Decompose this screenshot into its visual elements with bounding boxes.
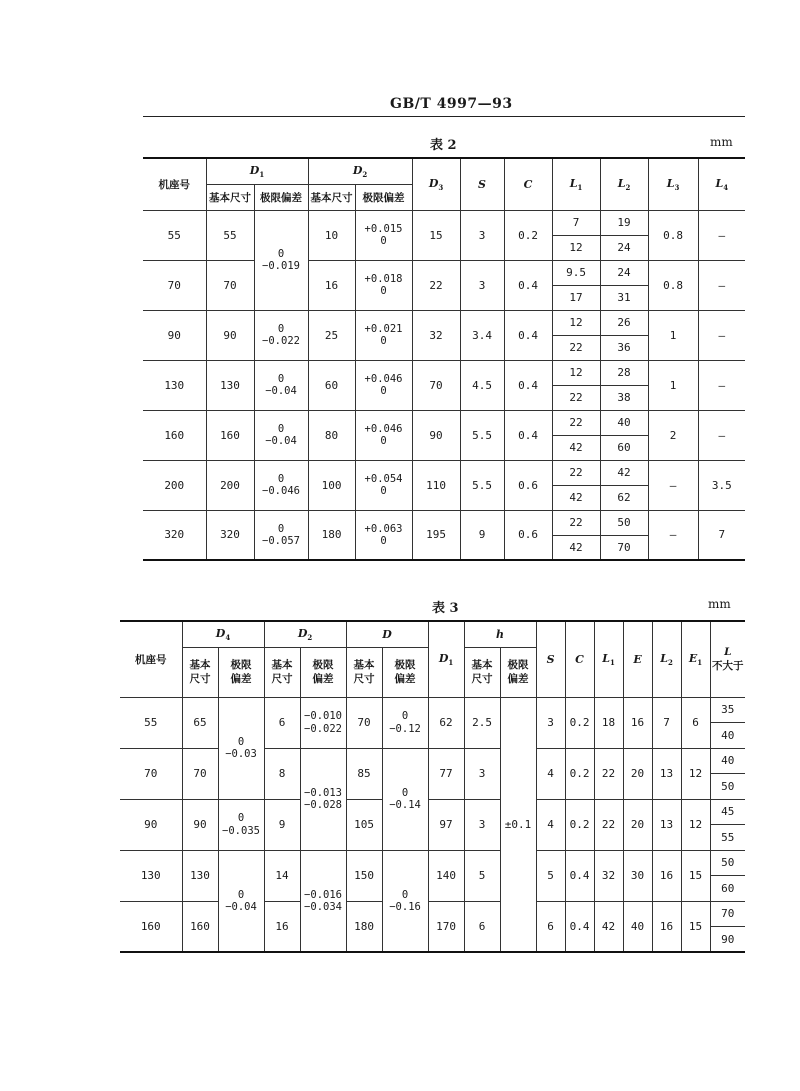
t2-cell-d1-tol: 0 −0.019 [254,210,308,310]
t3-cell-h: 3 [464,748,500,799]
t2-cell-l3: — [648,460,698,510]
t3-cell-d-tol: 0 −0.16 [382,850,428,952]
t3-cell-frame: 160 [120,901,182,952]
t2-cell-l2: 38 [600,385,648,410]
t2-cell-l2: 24 [600,235,648,260]
t3-cell-l: 90 [710,927,745,953]
t3-header-d2-basic: 基本 尺寸 [264,647,300,697]
t2-cell-l4: 3.5 [698,460,745,510]
t3-cell-s: 4 [536,748,565,799]
t2-cell-d1: 320 [206,510,254,560]
t3-cell-d2-tol: −0.013 −0.028 [300,748,346,850]
t3-cell-l1: 22 [594,748,623,799]
t3-cell-l2: 13 [652,748,681,799]
t2-cell-d2: 180 [308,510,355,560]
t3-cell-d2: 9 [264,799,300,850]
t2-cell-l1: 12 [552,310,600,335]
t2-cell-l2: 42 [600,460,648,485]
t2-header-l4: $L_4$ [698,158,745,210]
t3-cell-d-tol: 0 −0.14 [382,748,428,850]
t2-header-c: C [504,158,552,210]
t3-header-d4-limit: 极限 偏差 [218,647,264,697]
t2-cell-d2-tol: +0.063 0 [355,510,412,560]
t2-header-l3: $L_3$ [648,158,698,210]
t2-cell-l1: 22 [552,460,600,485]
t2-cell-d1: 70 [206,260,254,310]
t2-cell-l2: 24 [600,260,648,285]
t2-cell-d3: 22 [412,260,460,310]
t3-cell-d4: 130 [182,850,218,901]
t2-cell-l2: 28 [600,360,648,385]
t2-cell-l1: 9.5 [552,260,600,285]
t3-cell-l2: 7 [652,697,681,748]
t2-cell-l1: 22 [552,510,600,535]
t3-cell-d2: 6 [264,697,300,748]
t3-header-h: h [464,621,536,647]
t3-header-d: D [346,621,428,647]
t2-header-d3: $D_3$ [412,158,460,210]
t2-cell-d1-tol: 0 −0.04 [254,360,308,410]
t2-cell-l1: 17 [552,285,600,310]
t2-cell-d2-tol: +0.015 0 [355,210,412,260]
t3-header-s: S [536,621,565,697]
t2-cell-l4: 7 [698,510,745,560]
t3-cell-d4-tol: 0 −0.03 [218,697,264,799]
header-rule [143,116,745,117]
t2-cell-l1: 22 [552,335,600,360]
t2-cell-d3: 195 [412,510,460,560]
t3-cell-d: 70 [346,697,382,748]
t2-cell-l2: 31 [600,285,648,310]
table3-caption: 表 3 [432,601,459,616]
t3-cell-d2-tol: −0.016 −0.034 [300,850,346,952]
t2-cell-frame: 70 [143,260,206,310]
t3-cell-c: 0.2 [565,748,594,799]
t2-cell-c: 0.4 [504,260,552,310]
t3-cell-l: 70 [710,901,745,927]
t2-cell-l1: 12 [552,360,600,385]
t3-cell-d: 180 [346,901,382,952]
t2-cell-l1: 22 [552,385,600,410]
t3-header-d-basic: 基本 尺寸 [346,647,382,697]
t3-cell-d4: 70 [182,748,218,799]
t2-cell-d3: 32 [412,310,460,360]
t3-header-d4-basic: 基本 尺寸 [182,647,218,697]
t2-cell-c: 0.4 [504,360,552,410]
t2-cell-c: 0.2 [504,210,552,260]
t2-cell-s: 5.5 [460,460,504,510]
t3-cell-s: 3 [536,697,565,748]
t2-cell-l3: 1 [648,310,698,360]
t2-cell-l2: 62 [600,485,648,510]
t3-cell-d2: 16 [264,901,300,952]
t2-cell-d2-tol: +0.046 0 [355,360,412,410]
t3-header-e1: $E_1$ [681,621,710,697]
t2-header-l1: $L_1$ [552,158,600,210]
t3-cell-e: 20 [623,748,652,799]
t2-header-d1-limit: 极限偏差 [254,184,308,210]
t3-header-h-limit: 极限 偏差 [500,647,536,697]
t3-cell-l1: 18 [594,697,623,748]
t2-header-d2: $D_2$ [308,158,412,184]
t2-cell-c: 0.4 [504,410,552,460]
t2-header-d1: $D_1$ [206,158,308,184]
t3-cell-s: 4 [536,799,565,850]
t2-cell-l1: 42 [552,435,600,460]
t3-header-d4: $D_4$ [182,621,264,647]
t3-cell-l2: 16 [652,850,681,901]
t3-cell-d2-tol: −0.010 −0.022 [300,697,346,748]
t3-header-l1: $L_1$ [594,621,623,697]
t2-cell-l2: 60 [600,435,648,460]
t3-cell-e: 20 [623,799,652,850]
t3-header-c: C [565,621,594,697]
table2-caption: 表 2 [430,138,457,153]
t2-cell-d2: 25 [308,310,355,360]
t3-cell-h: 5 [464,850,500,901]
t2-cell-s: 9 [460,510,504,560]
t3-header-e: E [623,621,652,697]
t3-header-d-limit: 极限 偏差 [382,647,428,697]
t3-cell-h: 6 [464,901,500,952]
t3-cell-d4: 90 [182,799,218,850]
t3-cell-d1: 140 [428,850,464,901]
t3-cell-c: 0.4 [565,901,594,952]
t2-cell-d1: 200 [206,460,254,510]
t2-header-d1-basic: 基本尺寸 [206,184,254,210]
t3-header-d2: $D_2$ [264,621,346,647]
t2-cell-c: 0.6 [504,510,552,560]
t2-cell-d3: 110 [412,460,460,510]
t3-cell-d2: 14 [264,850,300,901]
t2-cell-d2: 16 [308,260,355,310]
t3-cell-d4-tol: 0 −0.035 [218,799,264,850]
t2-cell-l3: 0.8 [648,210,698,260]
t2-header-l2: $L_2$ [600,158,648,210]
t2-cell-c: 0.6 [504,460,552,510]
t2-cell-l1: 7 [552,210,600,235]
t3-cell-d-tol: 0 −0.12 [382,697,428,748]
t2-cell-l4: — [698,360,745,410]
t3-cell-l: 45 [710,799,745,825]
t2-cell-l2: 70 [600,535,648,560]
table3-unit: mm [708,597,731,611]
t2-cell-l1: 22 [552,410,600,435]
t3-cell-d: 150 [346,850,382,901]
t3-header-d1: $D_1$ [428,621,464,697]
t3-cell-d1: 77 [428,748,464,799]
t2-cell-d2-tol: +0.021 0 [355,310,412,360]
t2-header-frame: 机座号 [143,158,206,210]
table2 [143,157,745,561]
t3-header-l: L 不大于 [710,621,745,697]
t2-cell-l4: — [698,260,745,310]
t3-cell-frame: 70 [120,748,182,799]
t2-cell-d1-tol: 0 −0.057 [254,510,308,560]
t3-cell-e1: 15 [681,901,710,952]
t3-cell-l: 40 [710,723,745,749]
t3-cell-d1: 62 [428,697,464,748]
t3-cell-d: 105 [346,799,382,850]
t3-header-d2-limit: 极限 偏差 [300,647,346,697]
t2-cell-d2-tol: +0.054 0 [355,460,412,510]
t2-cell-l2: 36 [600,335,648,360]
t3-cell-e1: 12 [681,748,710,799]
t3-cell-frame: 130 [120,850,182,901]
t2-cell-l3: — [648,510,698,560]
t2-cell-l2: 26 [600,310,648,335]
t3-cell-h-tol: ±0.1 [500,697,536,952]
t3-cell-c: 0.2 [565,799,594,850]
t3-cell-h: 3 [464,799,500,850]
standard-number: GB/T 4997—93 [390,96,513,112]
t2-cell-l4: — [698,410,745,460]
t2-header-d2-limit: 极限偏差 [355,184,412,210]
t2-cell-frame: 160 [143,410,206,460]
t2-cell-d3: 15 [412,210,460,260]
t3-cell-d4: 65 [182,697,218,748]
t3-cell-c: 0.2 [565,697,594,748]
t2-cell-d2: 100 [308,460,355,510]
t2-cell-l1: 12 [552,235,600,260]
t2-cell-l3: 1 [648,360,698,410]
t2-cell-l2: 40 [600,410,648,435]
t3-cell-s: 5 [536,850,565,901]
t2-cell-l1: 42 [552,535,600,560]
t2-cell-d2: 60 [308,360,355,410]
t3-cell-e1: 12 [681,799,710,850]
t2-cell-d2: 10 [308,210,355,260]
t3-cell-l1: 22 [594,799,623,850]
t2-cell-l2: 19 [600,210,648,235]
t3-cell-d: 85 [346,748,382,799]
t2-cell-d1: 130 [206,360,254,410]
t3-cell-d1: 170 [428,901,464,952]
t2-cell-l4: — [698,310,745,360]
t3-cell-e1: 6 [681,697,710,748]
t3-cell-h: 2.5 [464,697,500,748]
t2-cell-d1-tol: 0 −0.022 [254,310,308,360]
t3-cell-l: 50 [710,850,745,876]
t3-cell-l2: 16 [652,901,681,952]
t2-cell-frame: 320 [143,510,206,560]
t3-cell-l: 35 [710,697,745,723]
table3 [120,620,745,953]
t2-cell-s: 5.5 [460,410,504,460]
t2-cell-d1-tol: 0 −0.046 [254,460,308,510]
t2-cell-d3: 90 [412,410,460,460]
t3-cell-l: 55 [710,825,745,851]
t3-cell-e: 30 [623,850,652,901]
t2-cell-s: 3.4 [460,310,504,360]
t2-cell-l1: 42 [552,485,600,510]
t2-cell-frame: 90 [143,310,206,360]
t3-cell-e: 40 [623,901,652,952]
t2-cell-c: 0.4 [504,310,552,360]
t2-cell-s: 3 [460,260,504,310]
t3-header-frame: 机座号 [120,621,182,697]
t3-cell-l1: 42 [594,901,623,952]
t3-header-l2: $L_2$ [652,621,681,697]
t3-cell-l: 50 [710,774,745,800]
t3-cell-frame: 55 [120,697,182,748]
t2-cell-d2-tol: +0.046 0 [355,410,412,460]
t2-cell-d2: 80 [308,410,355,460]
t3-cell-d2: 8 [264,748,300,799]
t3-cell-d4-tol: 0 −0.04 [218,850,264,952]
t3-header-h-basic: 基本 尺寸 [464,647,500,697]
t3-cell-c: 0.4 [565,850,594,901]
t3-cell-l: 60 [710,876,745,902]
t2-cell-d1: 90 [206,310,254,360]
t2-cell-l2: 50 [600,510,648,535]
t2-cell-d3: 70 [412,360,460,410]
t3-cell-e: 16 [623,697,652,748]
t2-cell-s: 4.5 [460,360,504,410]
table2-unit: mm [710,135,733,149]
t3-cell-l: 40 [710,748,745,774]
t2-cell-d2-tol: +0.018 0 [355,260,412,310]
t3-cell-s: 6 [536,901,565,952]
t2-cell-s: 3 [460,210,504,260]
t2-cell-l3: 0.8 [648,260,698,310]
t3-cell-d1: 97 [428,799,464,850]
t2-cell-l3: 2 [648,410,698,460]
t2-cell-l4: — [698,210,745,260]
t2-cell-frame: 130 [143,360,206,410]
t3-cell-l2: 13 [652,799,681,850]
t2-header-d2-basic: 基本尺寸 [308,184,355,210]
t3-cell-d4: 160 [182,901,218,952]
t2-cell-d1-tol: 0 −0.04 [254,410,308,460]
t3-cell-e1: 15 [681,850,710,901]
t2-header-s: S [460,158,504,210]
t3-cell-frame: 90 [120,799,182,850]
t2-cell-d1: 160 [206,410,254,460]
t2-cell-frame: 200 [143,460,206,510]
t2-cell-frame: 55 [143,210,206,260]
t3-cell-l1: 32 [594,850,623,901]
t2-cell-d1: 55 [206,210,254,260]
